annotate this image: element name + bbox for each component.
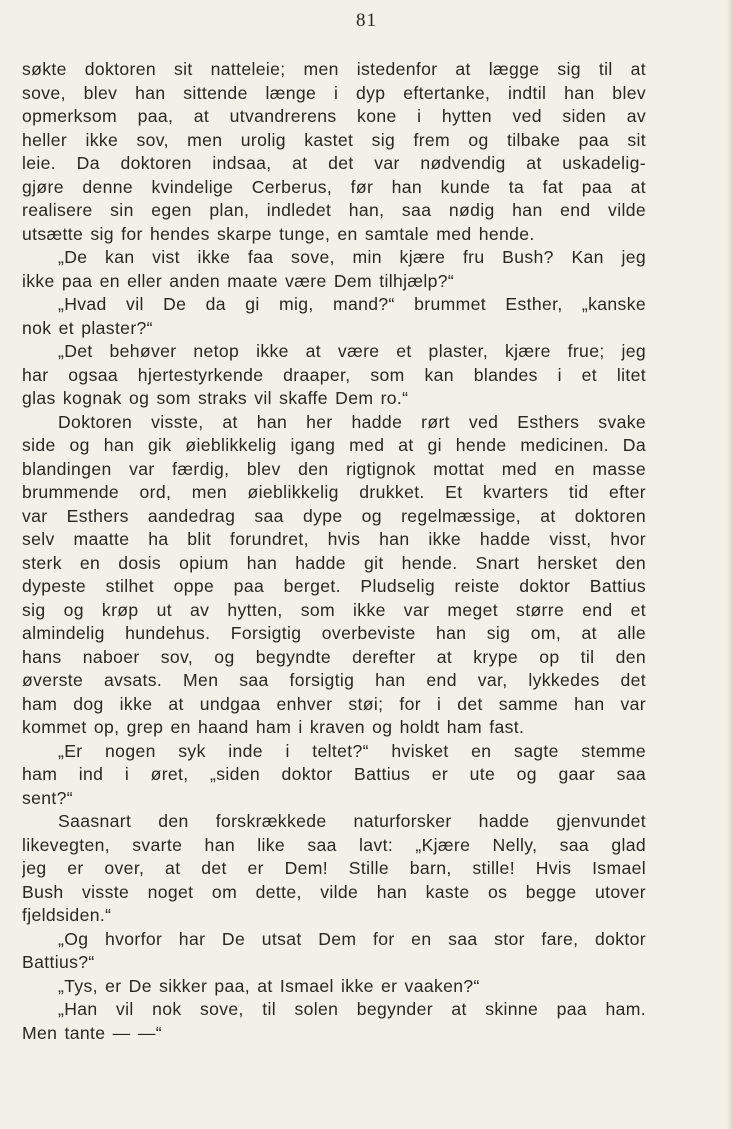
text-line: ikke paa en eller anden maate være Dem tilhjælp?“ <box>22 270 455 291</box>
text-line: almindelig hundehus. Forsigtig overbeviste han sig om, at alle <box>22 623 646 643</box>
text-line: jeg er over, at det er Dem! Stille barn, stille! Hvis Ismael <box>22 858 646 878</box>
text-line: brummende ord, men øieblikkelig drukket. Et kvarters tid efter <box>22 482 646 502</box>
text-line: Saasnart den forskrækkede naturforsker hadde gjenvundet <box>58 811 646 831</box>
text-line: realisere sin egen plan, indledet han, saa nødig han end vilde <box>22 200 646 220</box>
text-line: øverste avsats. Men saa forsigtig han end var, lykkedes det <box>22 670 646 690</box>
text-line: utsætte sig for hendes skarpe tunge, en samtale med hende. <box>22 223 535 244</box>
text-line: kommet op, grep en haand ham i kraven og holdt ham fast. <box>22 717 525 737</box>
text-line: søkte doktoren sit natteleie; men istedenfor at lægge sig til at <box>22 59 646 79</box>
text-line: sent?“ <box>22 787 73 808</box>
text-line: „Hvad vil De da gi mig, mand?“ brummet Esther, „kanske <box>58 294 646 314</box>
text-line: har ogsaa hjertestyrkende draaper, som kan blandes i et litet <box>22 364 646 385</box>
text-line: ham ind i øret, „siden doktor Battius er ute og gaar saa <box>22 764 646 784</box>
text-line: „Det behøver netop ikke at være et plaster, kjære frue; jeg <box>58 341 646 361</box>
page-edge-shadow <box>727 0 733 1129</box>
text-line: opmerksom paa, at utvandrerens kone i hytten ved siden av <box>22 106 646 126</box>
text-line: likevegten, svarte han like saa lavt: „Kjære Nelly, saa glad <box>22 834 646 855</box>
text-line: leie. Da doktoren indsaa, at det var nødvendig at uskadelig- <box>22 153 646 173</box>
text-line: glas kognak og som straks vil skaffe Dem ro.“ <box>22 388 409 408</box>
page-number: 81 <box>356 10 377 31</box>
text-line: dypeste stilhet oppe paa berget. Pludselig reiste doktor Battius <box>22 576 646 596</box>
text-line: „De kan vist ikke faa sove, min kjære fru Bush? Kan jeg <box>58 247 646 267</box>
text-line: Doktoren visste, at han her hadde rørt ved Esthers svake <box>58 411 646 432</box>
text-line: Bush visste noget om dette, vilde han kaste os begge utover <box>22 881 646 902</box>
text-line: sterk en dosis opium han hadde git hende. Snart hersket den <box>22 552 646 573</box>
text-line: selv maatte ha blit forundret, hvis han ikke hadde visst, hvor <box>22 529 646 549</box>
text-line: sig og krøp ut av hytten, som ikke var meget større end et <box>22 599 646 620</box>
text-line: hans naboer sov, og begyndte derefter at krype op til den <box>22 646 646 667</box>
text-line: „Er nogen syk inde i teltet?“ hvisket en sagte stemme <box>58 740 646 761</box>
text-line: Men tante — —“ <box>22 1022 162 1043</box>
body-text <box>22 58 646 1045</box>
text-line: var Esthers aandedrag saa dype og regelmæssige, at doktoren <box>22 505 646 526</box>
text-line: side og han gik øieblikkelig igang med at gi hende medicinen. Da <box>22 435 646 455</box>
text-line: sove, blev han sittende længe i dyp eftertanke, indtil han blev <box>22 82 646 103</box>
text-line: gjøre denne kvindelige Cerberus, før han kunde ta fat paa at <box>22 176 646 197</box>
text-line: Battius?“ <box>22 952 95 972</box>
text-line: „Tys, er De sikker paa, at Ismael ikke er vaaken?“ <box>58 975 480 996</box>
text-line: ham dog ikke at undgaa enhver støi; for i det samme han var <box>22 693 646 714</box>
text-line: „Han vil nok sove, til solen begynder at skinne paa ham. <box>58 999 646 1019</box>
text-line: nok et plaster?“ <box>22 317 153 338</box>
text-line: fjeldsiden.“ <box>22 905 112 925</box>
text-line: heller ikke sov, men urolig kastet sig frem og tilbake paa sit <box>22 129 646 150</box>
text-line: blandingen var færdig, blev den rigtignok mottat med en masse <box>22 458 646 479</box>
text-line: „Og hvorfor har De utsat Dem for en saa stor fare, doktor <box>58 928 646 949</box>
